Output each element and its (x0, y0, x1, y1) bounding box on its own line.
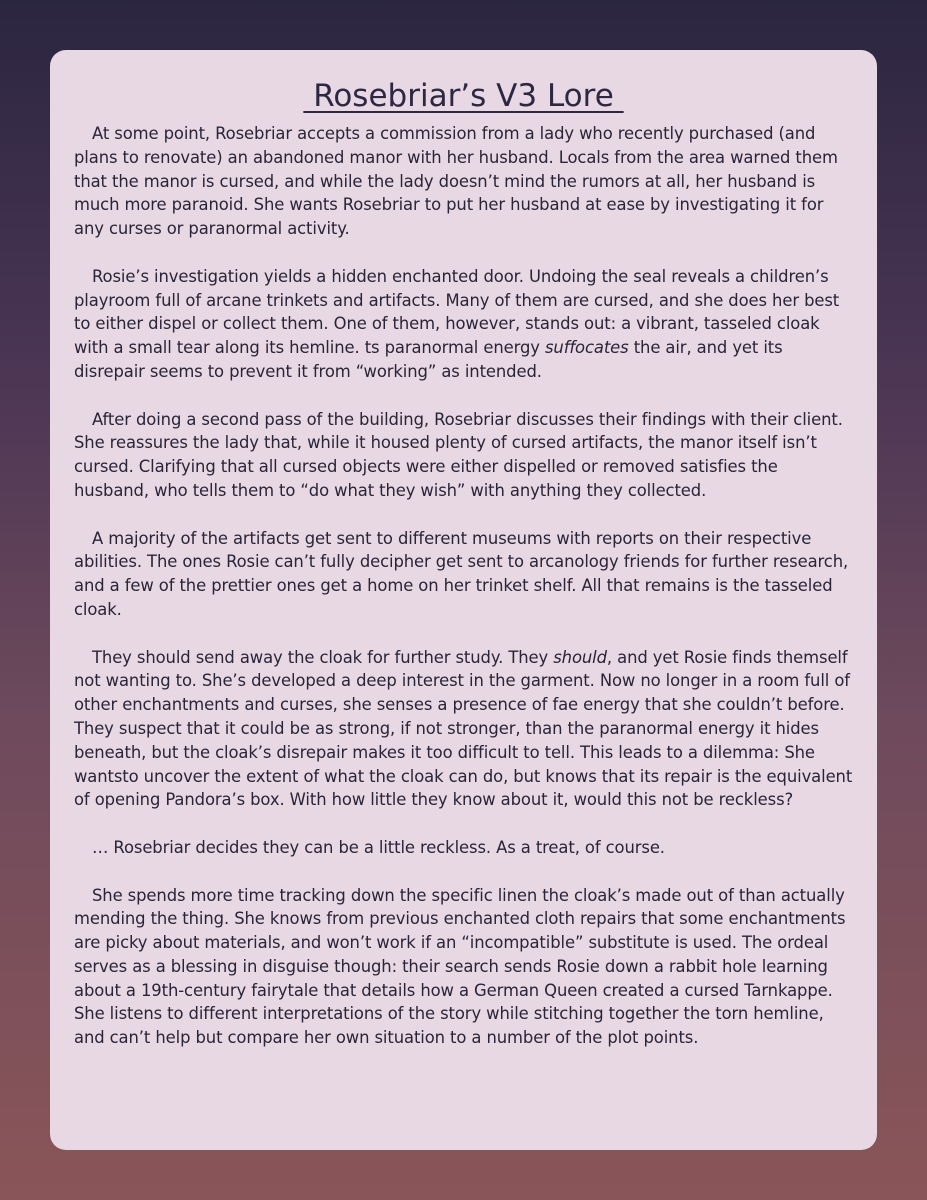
page-title-text: Rosebriar’s V3 Lore (303, 78, 624, 114)
emphasis-text: should (553, 647, 607, 667)
paragraph-text: They should send away the cloak for further study. They (92, 647, 554, 667)
paragraph-6 (74, 836, 853, 860)
paragraph-5 (74, 646, 853, 813)
emphasis-text: suffocates (544, 338, 629, 358)
paragraph-text: the air, and yet its disrepair seems to prevent it from “working” as intended. (74, 338, 783, 381)
paragraph-text: A majority of the artifacts get sent to different museums with reports on their respective abilities. The ones Rosie can’t fully decipher get sent to arcanology friends for further research, and a few of the prettier ones get a home on her trinket shelf. All that remains is the tasseled cloak. (74, 528, 849, 619)
paragraph-text: She spends more time tracking down the specific linen the cloak’s made out of than actually mending the thing. She knows from previous enchanted cloth repairs that some enchantments are picky about materials, and won’t work if an “incompatible” substitute is used. The ordeal serves as a blessing in disguise though: their search sends Rosie down a rabbit hole learning about a 19th-century fairytale that details how a German Queen created a cursed Tarnkappe. She listens to different interpretations of the story while stitching together the torn hemline, and can’t help but compare her own situation to a number of the plot points. (74, 885, 846, 1048)
paragraph-text: Rosie’s investigation yields a hidden enchanted door. Undoing the seal reveals a children’s playroom full of arcane trinkets and artifacts. Many of them are cursed, and she does her best to either dispel or collect them. One of them, however, stands out: a vibrant, tasseled cloak with a small tear along its hemline. ts paranormal energy (74, 266, 840, 358)
paragraph-3 (74, 408, 853, 503)
paragraph-7 (74, 884, 853, 1051)
paragraph-text: , and yet Rosie finds themself not wanting to. She’s developed a deep interest in the garment. Now no longer in a room full of other enchantments and curses, she senses a presence of fae energy that she couldn’t before. They suspect that it could be as strong, if not stronger, than the paranormal energy it hides beneath, but the cloak’s disrepair makes it too difficult to tell. This leads to a dilemma: She wantsto uncover the extent of what the cloak can do, but knows that its repair is the equivalent of opening Pandora’s box. With how little they know about it, would this not be reckless? (74, 647, 853, 810)
paragraph-1 (74, 122, 853, 241)
paragraph-4 (74, 527, 853, 622)
page-title (74, 76, 853, 116)
paragraph-2 (74, 265, 853, 384)
paragraph-text: At some point, Rosebriar accepts a commission from a lady who recently purchased (and plans to renovate) an abandoned manor with her husband. Locals from the area warned them that the manor is cursed, and while the lady doesn’t mind the rumors at all, her husband is much more paranoid. She wants Rosebriar to put her husband at ease by investigating it for any curses or paranormal activity. (74, 124, 838, 239)
lore-card (50, 50, 877, 1150)
paragraph-text: After doing a second pass of the building, Rosebriar discusses their findings with their client. She reassures the lady that, while it housed plenty of cursed artifacts, the manor itself isn’t cursed. Clarifying that all cursed objects were either dispelled or removed satisfies the husband, who tells them to “do what they wish” with anything they collected. (74, 409, 843, 500)
paragraph-text: … Rosebriar decides they can be a little reckless. As a treat, of course. (92, 837, 665, 857)
